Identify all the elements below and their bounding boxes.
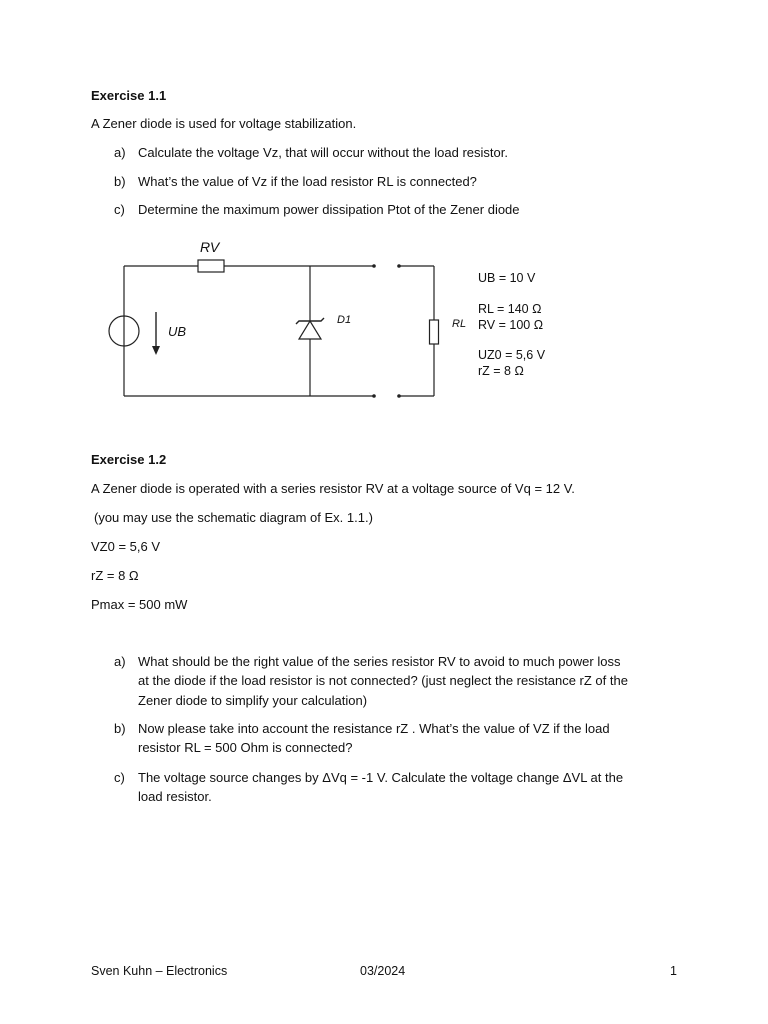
- list-item-text: Calculate the voltage Vz, that will occur without the load resistor.: [138, 145, 508, 160]
- voltage-source-symbol: [109, 316, 139, 346]
- list-item-line: at the diode if the load resistor is not connected? (just neglect the resistance rZ of the: [138, 673, 628, 688]
- list-item-text: What’s the value of Vz if the load resistor RL is connected?: [138, 174, 477, 189]
- list-marker: a): [114, 654, 126, 669]
- exercise-1-2-intro: A Zener diode is operated with a series resistor RV at a voltage source of Vq = 12 V.: [91, 481, 575, 496]
- voltage-arrow-icon: [152, 312, 160, 355]
- label-d1: D1: [337, 314, 352, 326]
- series-resistor-symbol: [198, 260, 224, 272]
- footer-author: Sven Kuhn – Electronics: [91, 964, 228, 978]
- terminal: [397, 394, 401, 398]
- param-rl: RL = 140 Ω: [478, 302, 542, 316]
- exercise-1-2-note: (you may use the schematic diagram of Ex. 1.1.): [94, 510, 373, 525]
- label-rl: RL: [452, 318, 467, 330]
- footer-date: 03/2024: [360, 964, 406, 978]
- list-marker: b): [114, 721, 126, 736]
- label-ub: UB: [168, 324, 187, 339]
- list-item-text: Determine the maximum power dissipation Ptot of the Zener diode: [138, 202, 520, 217]
- list-item-line: Zener diode to simplify your calculation): [138, 693, 368, 708]
- list-item-line: load resistor.: [138, 789, 212, 804]
- value-rz: rZ = 8 Ω: [91, 568, 139, 583]
- value-pmax: Pmax = 500 mW: [91, 597, 188, 612]
- list-item-line: What should be the right value of the series resistor RV to avoid to much power loss: [138, 654, 621, 669]
- exercise-1-1-title: Exercise 1.1: [91, 88, 167, 103]
- terminal: [372, 394, 376, 398]
- exercise-1-1-intro: A Zener diode is used for voltage stabilization.: [91, 116, 357, 131]
- list-marker: b): [114, 174, 126, 189]
- label-rv: RV: [200, 239, 220, 255]
- param-ub: UB = 10 V: [478, 271, 536, 285]
- list-item-line: resistor RL = 500 Ohm is connected?: [138, 740, 353, 755]
- load-resistor-symbol: [430, 320, 439, 344]
- exercise-1-2-title: Exercise 1.2: [91, 452, 167, 467]
- zener-diode-symbol: [296, 318, 324, 339]
- page-number: 1: [670, 964, 677, 978]
- terminal: [397, 264, 401, 268]
- list-marker: a): [114, 145, 126, 160]
- list-marker: c): [114, 202, 125, 217]
- list-marker: c): [114, 770, 125, 785]
- param-rv: RV = 100 Ω: [478, 318, 544, 332]
- param-uz0: UZ0 = 5,6 V: [478, 348, 546, 362]
- list-item-line: The voltage source changes by ΔVq = -1 V. Calculate the voltage change ΔVL at the: [138, 770, 624, 785]
- value-vz0: VZ0 = 5,6 V: [91, 539, 161, 554]
- terminal: [372, 264, 376, 268]
- circuit-diagram: [92, 232, 578, 404]
- param-rz: rZ = 8 Ω: [478, 364, 524, 378]
- list-item-line: Now please take into account the resistance rZ . What’s the value of VZ if the load: [138, 721, 610, 736]
